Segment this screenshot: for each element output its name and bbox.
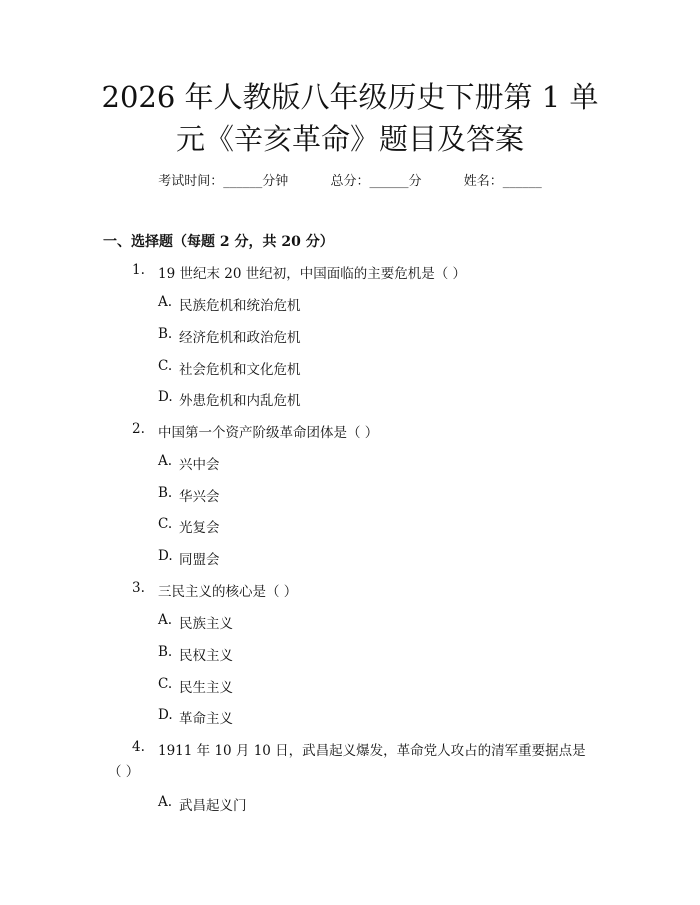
option-text: 革命主义: [179, 711, 233, 727]
question-text: 19 世纪末 20 世纪初，中国面临的主要危机是（ ）: [158, 266, 467, 282]
question-text-line-1: 1911 年 10 月 10 日，武昌起义爆发，革命党人攻占的清军重要据点是: [158, 743, 586, 759]
exam-time-field: 考试时间：______分钟: [158, 174, 289, 189]
section-heading: 一、选择题（每题 2 分，共 20 分）: [103, 234, 334, 250]
option-letter: C.: [158, 516, 173, 532]
option-letter: B.: [158, 644, 173, 660]
option-letter: A.: [158, 294, 173, 310]
option-letter: B.: [158, 326, 173, 342]
exam-meta: [0, 170, 700, 189]
option-text: 外患危机和内乱危机: [179, 393, 301, 409]
student-name-field: 姓名：______: [463, 174, 542, 189]
question-number: 1.: [132, 262, 145, 278]
option-text: 武昌起义门: [179, 798, 247, 814]
option-letter: D.: [158, 389, 173, 405]
option-text: 光复会: [179, 520, 220, 536]
option-letter: C.: [158, 676, 173, 692]
option-text: 民权主义: [179, 648, 233, 664]
option-letter: A.: [158, 612, 173, 628]
option-letter: D.: [158, 707, 173, 723]
option-text: 社会危机和文化危机: [179, 362, 301, 378]
option-letter: A.: [158, 453, 173, 469]
question-text: 中国第一个资产阶级革命团体是（ ）: [158, 425, 379, 441]
question-number: 2.: [132, 421, 145, 437]
option-letter: B.: [158, 485, 173, 501]
option-letter: C.: [158, 358, 173, 374]
question-text: 三民主义的核心是（ ）: [158, 584, 298, 600]
option-text: 华兴会: [179, 489, 220, 505]
question-number: 3.: [132, 580, 145, 596]
document-title: 2026 年人教版八年级历史下册第 1 单元《辛亥革命》题目及答案: [101, 80, 599, 156]
option-text: 同盟会: [179, 552, 220, 568]
option-text: 兴中会: [179, 457, 220, 473]
option-text: 民族主义: [179, 616, 233, 632]
option-letter: D.: [158, 548, 173, 564]
option-text: 民族危机和统治危机: [179, 298, 301, 314]
option-text: 民生主义: [179, 680, 233, 696]
question-4-continuation: [108, 760, 139, 780]
option-text: 经济危机和政治危机: [179, 330, 301, 346]
question-number: 4.: [132, 739, 145, 755]
question-text-line-2: （ ）: [108, 764, 140, 780]
total-score-field: 总分：______分: [330, 174, 422, 189]
option-letter: A.: [158, 794, 173, 810]
